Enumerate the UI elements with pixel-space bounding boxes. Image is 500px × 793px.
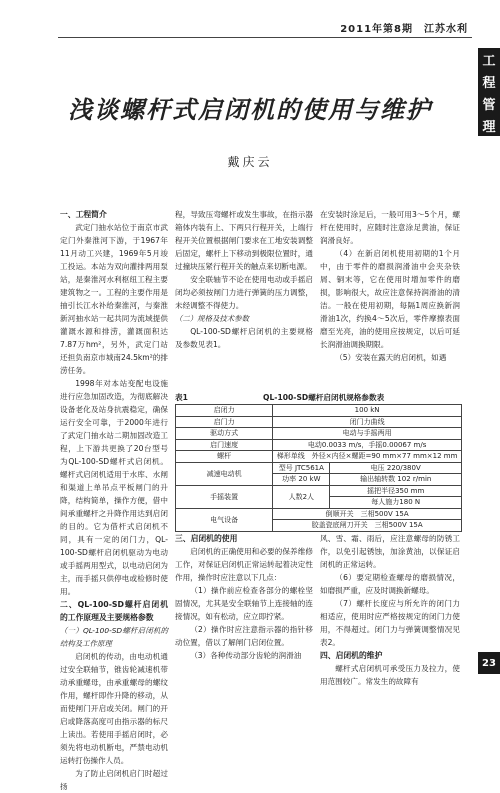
table-row: [176, 416, 462, 428]
text-column-2-bottom: [175, 532, 313, 662]
table-cell: 每人施力180 N: [330, 497, 462, 509]
table-row: [176, 405, 462, 417]
table-cell: 摇把半径350 mm: [330, 485, 462, 497]
paragraph: QL-100-SD螺杆启闭机的主要规格及参数见表1。: [175, 327, 313, 349]
table-row: [176, 462, 462, 474]
article-title: 浅谈螺杆式启闭机的使用与维护: [68, 95, 432, 124]
table-row: [176, 439, 462, 451]
table-cell: 启门速度: [176, 439, 273, 451]
section-heading: 二、QL-100-SD螺杆启闭机的工作原理及主要规格参数: [60, 600, 168, 622]
spec-table-grid: [175, 404, 462, 532]
journal-issue: 2011年第8期 江苏水利: [340, 24, 468, 35]
table-cell: 减速电动机: [176, 462, 273, 485]
section-tab-char: 程: [482, 75, 496, 91]
table-row: [176, 428, 462, 440]
table-cell: 电动0.0033 m/s，手摇0.00067 m/s: [273, 439, 462, 451]
subsection-heading: （二）规格及技术参数: [175, 314, 249, 323]
paragraph: 为了防止启闭机启门时超过扬: [60, 769, 168, 791]
section-heading: 三、启闭机的使用: [175, 534, 238, 543]
text-column-3-bottom: [320, 532, 460, 688]
paragraph: 在安装时涂足后，一般可用3～5个月，螺杆在使用时，应随时注意涂足黄油，保证润滑良好。: [320, 210, 460, 245]
table-title: QL-100-SD螺杆启闭机规格参数表: [263, 393, 385, 402]
paragraph: （6）要定期检查螺母的磨损情况，如磨损严重，应及时调换新螺母。: [320, 573, 460, 595]
paragraph: 启闭机的正确使用和必要的保养维修工作，对保证启闭机正常运转起着决定性作用，操作时应注意以下几点：: [175, 547, 313, 582]
paragraph: （2）操作时应注意指示器的指针移动位置，借以了解闸门启闭位置。: [175, 625, 313, 647]
table-cell: 人数2人: [273, 485, 330, 508]
table-row: [176, 508, 462, 520]
table-cell: 闭门力曲线: [273, 416, 462, 428]
spec-table: [175, 392, 462, 532]
table-cell: 胶盖瓷底闸刀开关 三相500V 15A: [273, 520, 462, 532]
table-cell: 驱动方式: [176, 428, 273, 440]
paragraph: 安全联轴节不论在使用电动或手摇启闭均必须按闸门力进行弹簧的压力调整，未经调整不得使力。: [175, 275, 313, 310]
table-cell: 电动与手摇两用: [273, 428, 462, 440]
text-column-2: [175, 208, 313, 351]
table-number: 表1: [175, 393, 188, 402]
paragraph: 武定门抽水站位于南京市武定门外秦淮河下游，于1967年11月动工兴建，1969年5月竣工投运。本站为双向灌排两用泵站，是秦淮河水利枢纽工程主要建筑物之一。工程的主要作用是抽引长江水补给秦淮河，与秦淮新河抽水站一起共同为流域提供灌溉水源和排涝，灌溉面积达7.87万hm²，另外，武定门站还担负南京市城南24.5km²的排涝任务。: [60, 223, 168, 375]
table-row: [176, 451, 462, 463]
table-cell: 100 kN: [273, 405, 462, 417]
table-row: [176, 485, 462, 497]
paragraph: （7）螺杆长度应与所允许的闭门力相适应，使用时应严格按规定的闭门力使用，不得超过。闭门力与弹簧调整情况见表2。: [320, 599, 460, 647]
paragraph: （1）操作前应检查各部分的螺栓坚固情况，尤其是安全联轴节上连接轴的连接情况，如有松动，应立即拧紧。: [175, 586, 313, 621]
table-cell: 手摇装置: [176, 485, 273, 508]
table-cell: 输出轴转数 102 r/min: [330, 474, 462, 486]
subsection-heading: （一）QL-100-SD螺杆启闭机的结构及工作原理: [60, 626, 168, 648]
paragraph: （4）在新启闭机使用初期的1个月中，由于零件的磨损润滑油中会夹杂铁屑、铜末等，它在使用时增加零件的磨损，影响很大，故应注意保持润滑油的清洁。一般在使用初期，每隔1周应换新润滑油1次，约换4～5次后，零件摩擦表面磨至光亮，油的使用应按规定，以后可延长润滑油调换期限。: [320, 249, 460, 349]
table-caption: [175, 392, 462, 404]
table-cell: 电压 220/380V: [330, 462, 462, 474]
section-heading: 一、工程简介: [60, 210, 107, 219]
table-cell: 电气设备: [176, 508, 273, 531]
paragraph: 风、雪、霜、雨后，应注意螺母的防锈工作，以免引起锈蚀，加涂黄油，以保证启闭机的正常运转。: [320, 534, 460, 569]
paragraph: （5）安装在露天的启闭机，如遇: [335, 353, 447, 362]
header-rule: [58, 37, 472, 38]
text-column-1: [60, 208, 168, 793]
table-cell: 启闭力: [176, 405, 273, 417]
author-name: 戴庆云: [227, 155, 273, 169]
section-tab-char: 管: [482, 97, 496, 113]
table-cell: 倒顺开关 三相500V 15A: [273, 508, 462, 520]
table-cell: 梯形单线 外径×内径×螺距=90 mm×77 mm×12 mm: [273, 451, 462, 463]
section-heading: 四、启闭机的维护: [320, 651, 383, 660]
page-number: 23: [478, 652, 500, 674]
table-cell: 功率 20 kW: [273, 474, 330, 486]
paragraph: 螺杆式启闭机可承受压力及拉力，使用范围较广。常发生的故障有: [320, 664, 460, 686]
paragraph: 程，导致压弯螺杆或发生事故，在指示器箱体内装有上、下两只行程开关，上端行程开关位置根据闸门要求在工地安装调整后固定，螺杆上下移动到极限位置时，通过撞块压紧行程开关的触点来切断电源。: [175, 210, 313, 271]
table-cell: 型号 JTC561A: [273, 462, 330, 474]
section-tab-char: 理: [482, 119, 496, 135]
paragraph: 启闭机的传动，由电动机通过安全联轴节，锥齿轮减速机带动承重螺母，由承重螺母的螺纹作用，螺杆即作升降的移动，从而使闸门开启或关闭。闸门的开启或降落高度可由指示器的标尺上读出。若使用手摇启闭时，必须先将电动机断电，严禁电动机运转打伤操作人员。: [60, 652, 168, 765]
table-cell: 启门力: [176, 416, 273, 428]
text-column-3-top: [320, 208, 460, 364]
paragraph: （3）各种传动部分齿轮的润滑油: [190, 651, 302, 660]
paragraph: 1998年对本站变配电设施进行应急加固改造，为彻底解决设备老化及站身抗震稳定，确保运行安全可靠，于2000年进行了武定门抽水站二期加固改造工程，上下游共更换了20台型号为QL-100-SD螺杆式启闭机。螺杆式启闭机适用于水库、水闸和渠道上单吊点平板闸门的升降，结构简单，操作方便，借中间承重螺杆之升降作用达到启闭的目的。它为借杆式启闭机不同，具有一定的闭门力，QL-100-SD螺杆启闭机驱动为电动或手摇两用型式，以电动启闭为主，而手摇只供停电或检修时使用。: [60, 379, 168, 596]
table-cell: 螺杆: [176, 451, 273, 463]
section-tab-char: 工: [482, 53, 496, 69]
